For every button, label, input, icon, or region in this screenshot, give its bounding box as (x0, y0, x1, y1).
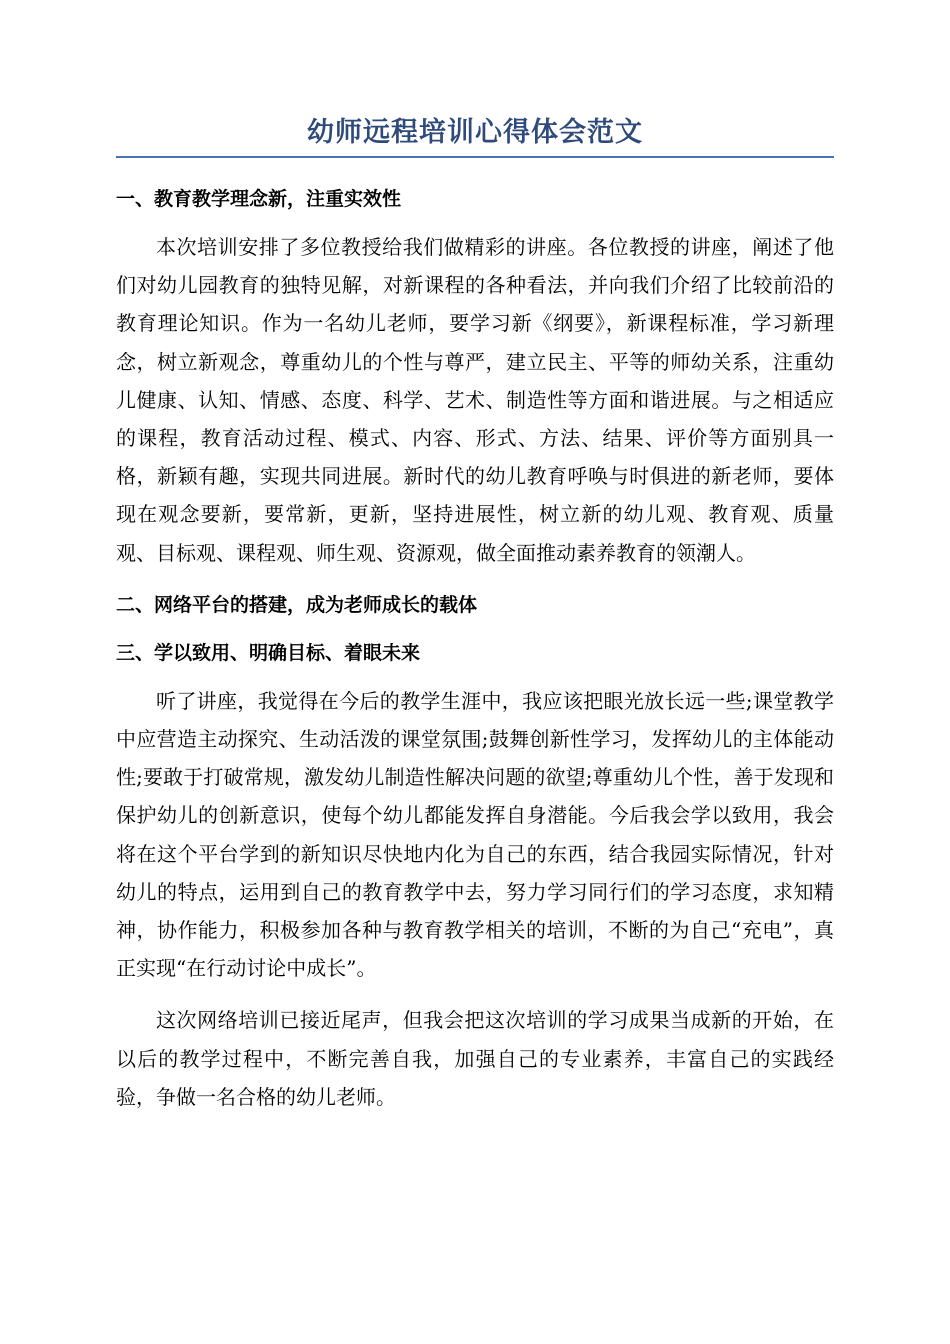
paragraph: 听了讲座，我觉得在今后的教学生涯中，我应该把眼光放长远一些;课堂教学中应营造主动探究、生动活泼的课堂氛围;鼓舞创新性学习，发挥幼儿的主体能动性;要敢于打破常规，激发幼儿制造性解决问题的欲望;尊重幼儿个性，善于发现和保护幼儿的创新意识，使每个幼儿都能发挥自身潜能。今后我会学以致用，我会将在这个平台学到的新知识尽快地内化为自己的东西，结合我园实际情况，针对幼儿的特点，运用到自己的教育教学中去，努力学习同行们的学习态度，求知精神，协作能力，积极参加各种与教育教学相关的培训，不断的为自己“充电”，真正实现“在行动讨论中成长”。 (116, 688, 834, 981)
section-heading: 三、学以致用、明确目标、着眼未来 (116, 641, 421, 664)
section-3 (116, 634, 834, 1116)
document-title: 幼师远程培训心得体会范文 (307, 117, 643, 148)
paragraph: 这次网络培训已接近尾声，但我会把这次培训的学习成果当成新的开始，在以后的教学过程中，不断完善自我，加强自己的专业素养，丰富自己的实践经验，争做一名合格的幼儿老师。 (116, 1008, 834, 1109)
section-2 (116, 586, 834, 624)
paragraph: 本次培训安排了多位教授给我们做精彩的讲座。各位教授的讲座，阐述了他们对幼儿园教育的独特见解，对新课程的各种看法，并向我们介绍了比较前沿的教育理论知识。作为一名幼儿老师，要学习新《纲要》，新课程标准，学习新理念，树立新观念，尊重幼儿的个性与尊严，建立民主、平等的师幼关系，注重幼儿健康、认知、情感、态度、科学、艺术、制造性等方面和谐进展。与之相适应的课程，教育活动过程、模式、内容、形式、方法、结果、评价等方面别具一格，新颖有趣，实现共同进展。新时代的幼儿教育呼唤与时俱进的新老师，要体现在观念要新，要常新，更新，坚持进展性，树立新的幼儿观、教育观、质量观、目标观、课程观、师生观、资源观，做全面推动素养教育的领潮人。 (116, 235, 834, 565)
document-page (116, 112, 834, 1126)
section-heading: 二、网络平台的搭建，成为老师成长的载体 (116, 593, 478, 616)
section-heading: 一、教育教学理念新，注重实效性 (116, 188, 402, 210)
title-divider (116, 156, 834, 158)
section-1 (116, 180, 834, 572)
